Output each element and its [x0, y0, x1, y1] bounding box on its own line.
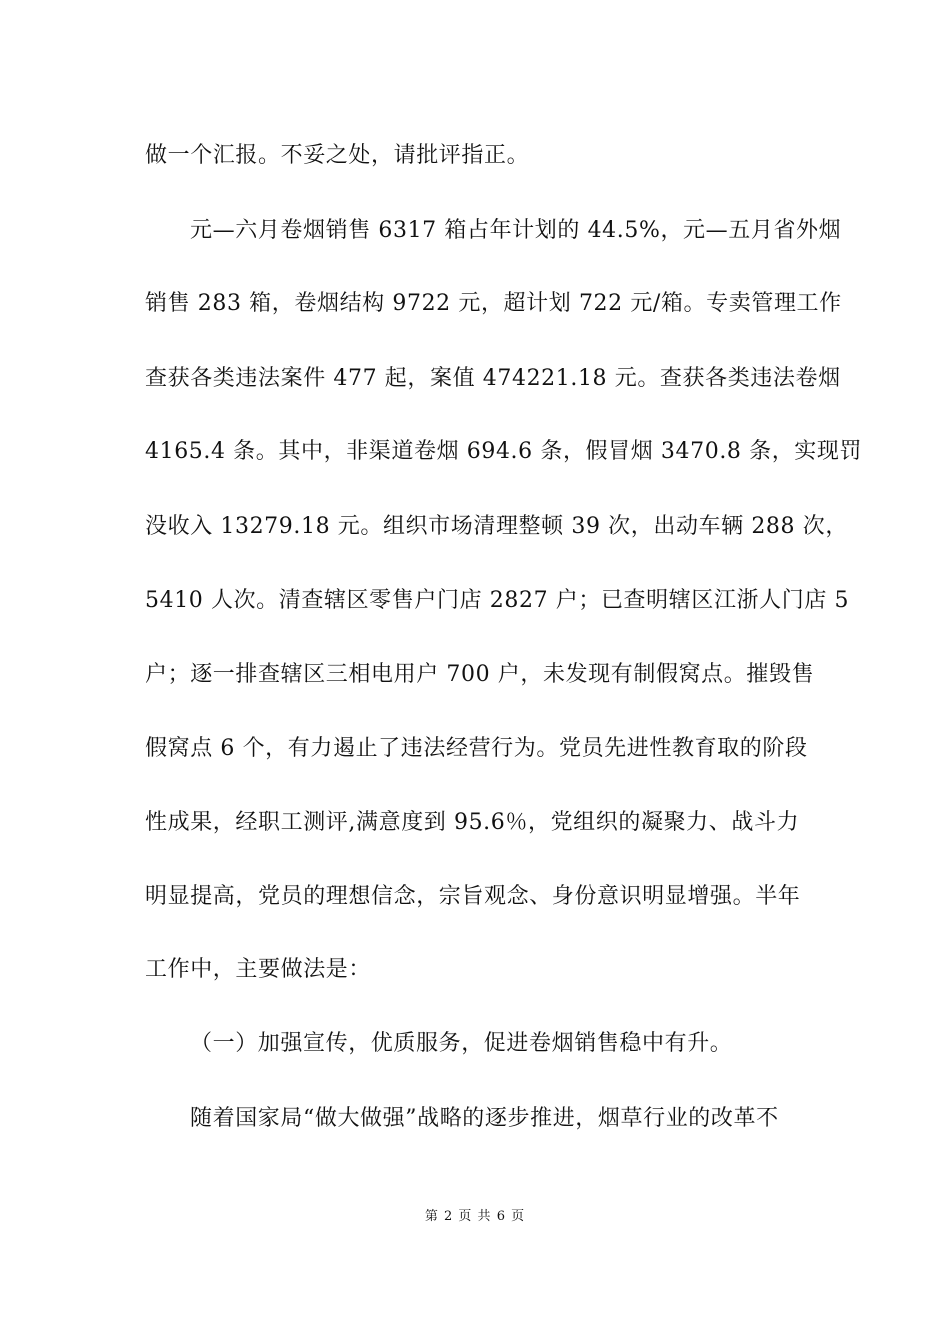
paragraph-start-line: 随着国家局“做大做强”战略的逐步推进，烟草行业的改革不: [190, 1106, 779, 1131]
text-line: 5410 人次。清查辖区零售户门店 2827 户；已查明辖区江浙人门店 5: [145, 588, 850, 613]
text-line: 销售 283 箱，卷烟结构 9722 元，超计划 722 元/箱。专卖管理工作: [145, 291, 842, 316]
text-line: 没收入 13279.18 元。组织市场清理整顿 39 次，出动车辆 288 次，: [145, 514, 848, 539]
page-number-footer: 第 2 页 共 6 页: [424, 1209, 526, 1224]
text-line: 假窝点 6 个，有力遏止了违法经营行为。党员先进性教育取的阶段: [145, 736, 808, 761]
text-line: 做一个汇报。不妥之处，请批评指正。: [145, 143, 530, 168]
text-line: 工作中，主要做法是：: [145, 957, 372, 982]
text-line: 户；逐一排查辖区三相电用户 700 户，未发现有制假窝点。摧毁售: [145, 662, 815, 687]
section-heading: （一）加强宣传，优质服务，促进卷烟销售稳中有升。: [190, 1031, 733, 1056]
text-line: 性成果，经职工测评,满意度到 95.6％，党组织的凝聚力、战斗力: [145, 810, 800, 835]
text-line: 4165.4 条。其中，非渠道卷烟 694.6 条，假冒烟 3470.8 条，实现罚: [145, 439, 863, 464]
text-line: 查获各类违法案件 477 起，案值 474221.18 元。查获各类违法卷烟: [145, 366, 841, 391]
text-line: 明显提高，党员的理想信念，宗旨观念、身份意识明显增强。半年: [145, 884, 801, 909]
paragraph-start-line: 元—六月卷烟销售 6317 箱占年计划的 44.5%，元—五月省外烟: [190, 218, 842, 243]
